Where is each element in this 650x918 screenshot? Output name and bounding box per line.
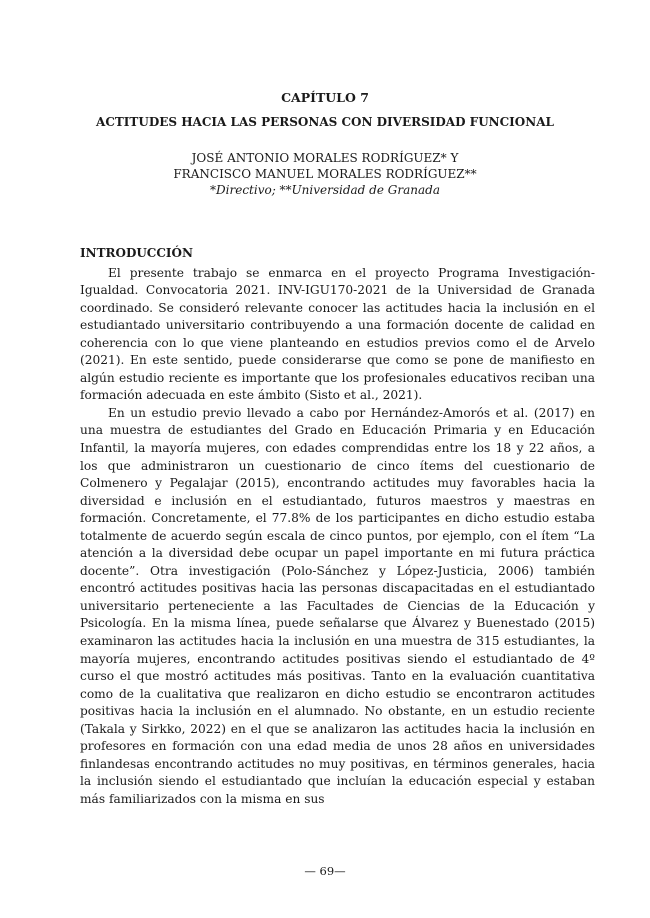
page-number: — 69— (304, 864, 346, 878)
author-affiliation: *Directivo; **Universidad de Granada (210, 183, 440, 197)
paragraph: El presente trabajo se enmarca en el proyecto Programa Investigación-Igualdad. Convocatoria 2021. INV-IGU170-2021 de la Universidad de Granada coordinado. Se consideró relevante conocer las actitudes hacia la inclusión en el estudiantado universitario contribuyendo a una formación docente de calidad en coherencia con lo que viene planteando en estudios previos como el de Arvelo (2021). En este sentido, puede considerarse que como se pone de manifiesto en algún estudio reciente es importante que los profesionales educativos reciban una formación adecuada en este ámbito (Sisto et al., 2021). (80, 265, 595, 403)
chapter-label: CAPÍTULO 7 (281, 90, 369, 105)
author-block (0, 150, 650, 198)
author-line-1: JOSÉ ANTONIO MORALES RODRÍGUEZ* Y (191, 151, 459, 165)
author-line-2: FRANCISCO MANUEL MORALES RODRÍGUEZ** (173, 167, 477, 181)
section-introduction (80, 245, 595, 809)
paragraph: En un estudio previo llevado a cabo por Hernández-Amorós et al. (2017) en una muestra de estudiantes del Grado en Educación Primaria y en Educación Infantil, la mayoría mujeres, con edades comprendidas entre los 18 y 22 años, a los que administraron un cuestionario de cinco ítems del cuestionario de Colmenero y Pegalajar (2015), encontrando actitudes muy favorables hacia la diversidad e inclusión en el estudiantado, futuros maestros y maestras en formación. Concretamente, el 77.8% de los participantes en dicho estudio estaba totalmente de acuerdo según escala de cinco puntos, por ejemplo, con el ítem “La atención a la diversidad debe ocupar un papel importante en mi futura práctica docente”. Otra investigación (Polo-Sánchez y López-Justicia, 2006) también encontró actitudes positivas hacia las personas discapacitadas en el estudiantado universitario perteneciente a las Facultades de Ciencias de la Educación y Psicología. En la misma línea, puede señalarse que Álvarez y Buenestado (2015) examinaron las actitudes hacia la inclusión en una muestra de 315 estudiantes, la mayoría mujeres, encontrando actitudes positivas siendo el estudiantado de 4º curso el que mostró actitudes más positivas. Tanto en la evaluación cuantitativa como de la cualitativa que realizaron en dicho estudio se encontraron actitudes positivas hacia la inclusión en el alumnado. No obstante, en un estudio reciente (Takala y Sirkko, 2022) en el que se analizaron las actitudes hacia la inclusión en profesores en formación con una edad media de unos 28 años en universidades finlandesas encontrando actitudes no muy positivas, en términos generales, hacia la inclusión siendo el estudiantado que incluían la educación especial y estaban más familiarizados con la misma en sus (80, 405, 595, 806)
chapter-title: ACTITUDES HACIA LAS PERSONAS CON DIVERSIDAD FUNCIONAL (96, 115, 554, 129)
section-heading: INTRODUCCIÓN (80, 246, 193, 260)
